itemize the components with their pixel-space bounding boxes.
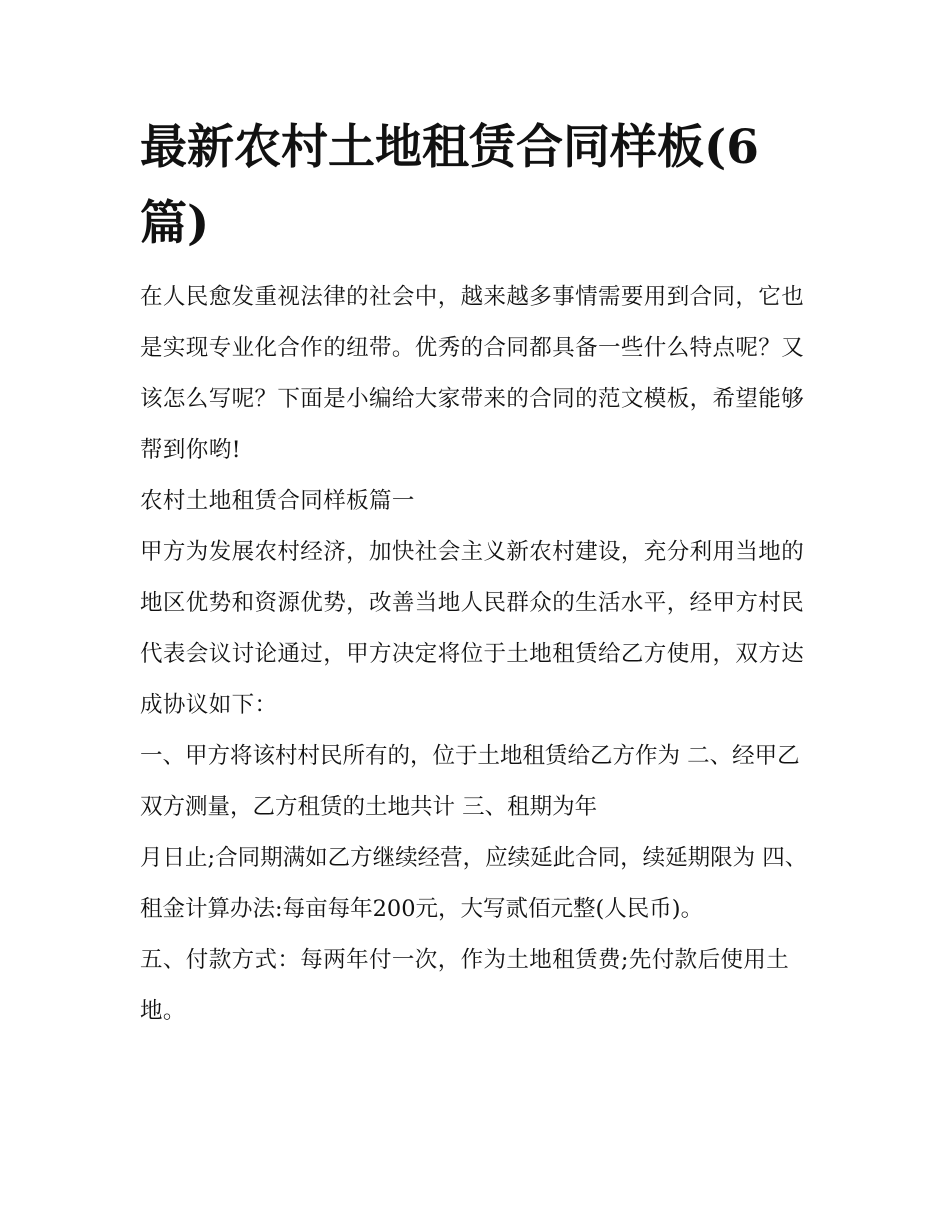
intro-paragraph: 在人民愈发重视法律的社会中，越来越多事情需要用到合同，它也是实现专业化合作的纽带。优秀的合同都具备一些什么特点呢？又该怎么写呢？下面是小编给大家带来的合同的范文模板，希望能够帮到你哟!	[140, 284, 805, 463]
section-heading: 农村土地租赁合同样板篇一	[140, 488, 415, 514]
clause-paragraph: 月日止;合同期满如乙方继续经营，应续延此合同，续延期限为 四、租金计算办法:每亩每年200元，大写贰佰元整(人民币)。	[140, 845, 808, 922]
clause-paragraph: 五、付款方式：每两年付一次，作为土地租赁费;先付款后使用土地。	[140, 947, 790, 1024]
clause-paragraph: 一、甲方将该村村民所有的，位于土地租赁给乙方作为 二、经甲乙双方测量，乙方租赁的土地共计 三、租期为年	[140, 743, 800, 820]
document-page	[140, 110, 820, 1037]
body-paragraph: 甲方为发展农村经济，加快社会主义新农村建设，充分利用当地的地区优势和资源优势，改善当地人民群众的生活水平，经甲方村民代表会议讨论通过，甲方决定将位于土地租赁给乙方使用，双方达成协议如下：	[140, 539, 805, 718]
document-title: 最新农村土地租赁合同样板(6篇)	[140, 120, 759, 251]
